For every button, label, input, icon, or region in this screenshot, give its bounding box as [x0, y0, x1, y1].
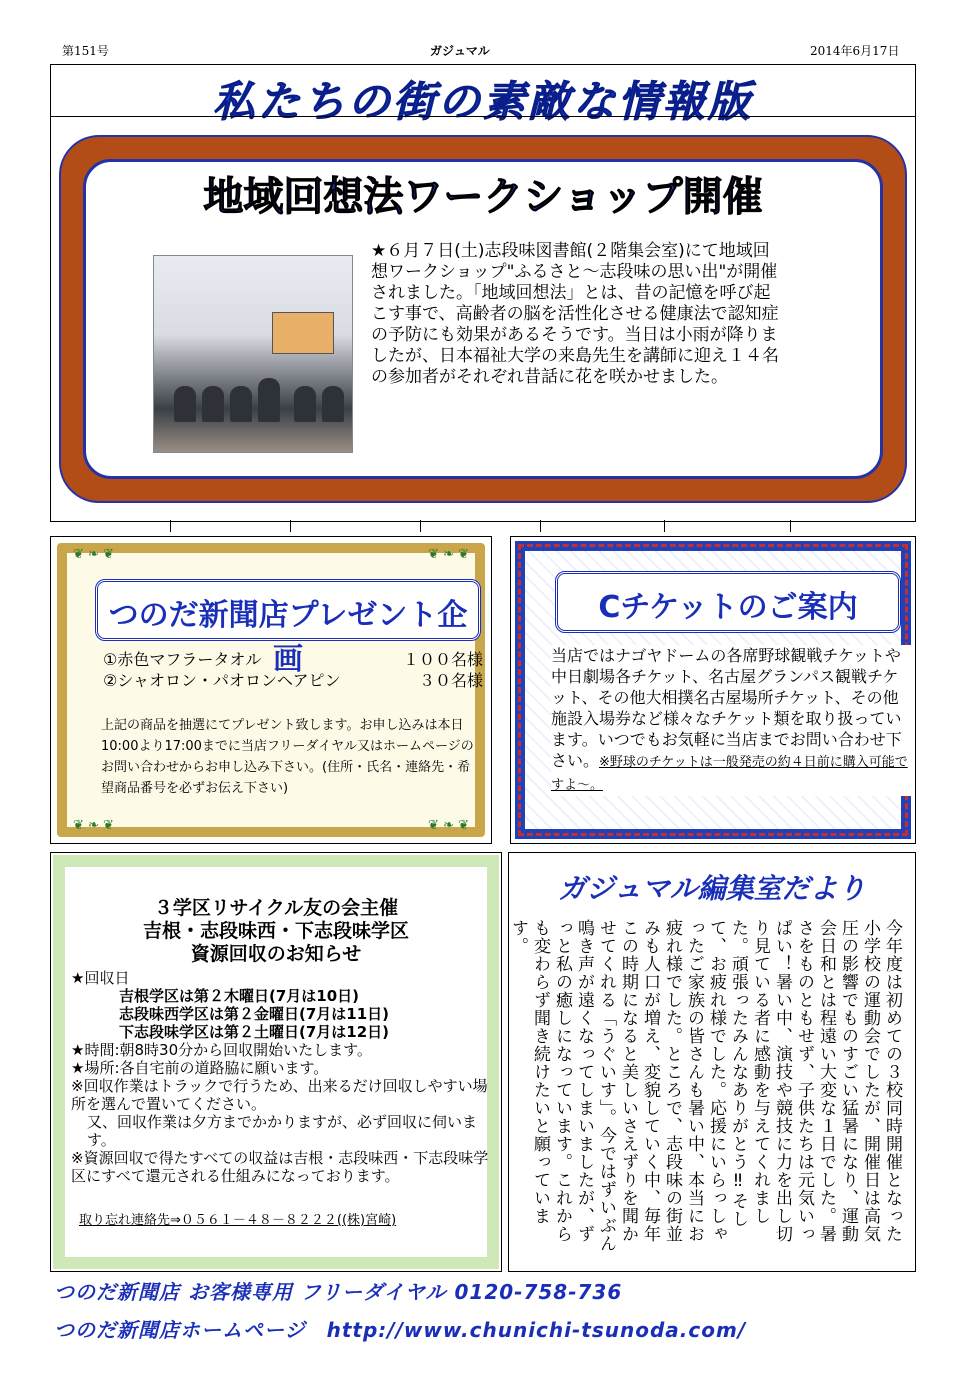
recycle-line: ※回収作業はトラックで行うため、出来るだけ回収しやすい場所を選んで置いてください。 — [71, 1077, 488, 1113]
cticket-title: Cチケットのご案内 — [598, 590, 858, 625]
vine-ornament-icon: ❦ ❧ ❦ — [73, 547, 114, 562]
cticket-frame — [515, 541, 911, 839]
attendee — [202, 386, 224, 422]
attendee — [322, 386, 344, 422]
recycle-line: ★回収日 — [71, 969, 130, 987]
recycle-line: ※資源回収で得たすべての収益は吉根・志段味西・下志段味学区にすべて還元される仕組みになっております。 — [71, 1149, 489, 1185]
recycle-title-line: 吉根・志段味西・下志段味学区 — [142, 920, 409, 942]
vine-ornament-icon: ❦ ❧ ❦ — [73, 818, 114, 833]
vine-ornament-icon: ❦ ❧ ❦ — [428, 818, 469, 833]
present-item-name: ①赤色マフラータオル — [103, 650, 262, 669]
present-frame — [57, 543, 485, 837]
attendee — [294, 386, 316, 422]
recycle-line: ★時間:朝8時30分から回収開始いたします。 — [71, 1041, 372, 1059]
masthead-title: 私たちの街の素敵な情報版 — [212, 77, 753, 126]
issue-number: 第151号 — [62, 44, 109, 58]
present-item-count: １００名様 — [402, 650, 483, 669]
attendee — [230, 386, 252, 422]
projector-screen — [272, 312, 334, 354]
feature-title: 地域回想法ワークショップ開催 — [203, 174, 763, 220]
attendee — [174, 386, 196, 422]
cticket-title-box — [555, 571, 901, 633]
present-item — [103, 649, 483, 670]
recycle-title-line: ３学区リサイクル友の会主催 — [153, 897, 399, 919]
feature-body: ★６月７日(土)志段味図書館(２階集会室)にて地域回想ワークショップ"ふるさと～志段味の思い出"が開催されました。「地域回想法」とは、昔の記憶を呼び起こす事で、高齢者の脳を活性化させる健康法で認知症の予防にも効果があるそうです。当日は小雨が降りましたが、日本福祉大学の来島先生を講師に迎え１４名の参加者がそれぞれ昔話に花を咲かせました。 — [371, 241, 779, 387]
vine-ornament-icon: ❦ ❧ ❦ — [428, 547, 469, 562]
present-item-count: ３０名様 — [418, 671, 483, 690]
feature-article — [50, 116, 916, 522]
recycle-body — [71, 969, 491, 1185]
recycle-title-line: 資源回収のお知らせ — [190, 943, 362, 965]
footer-freedial: つのだ新聞店 お客様専用 フリーダイヤル 0120-758-736 — [54, 1280, 623, 1304]
recycle-notice — [50, 852, 502, 1272]
recycle-line: 下志段味学区は第２土曜日(7月は12日) — [119, 1023, 390, 1041]
recycle-title — [51, 897, 501, 966]
issue-date: 2014年6月17日 — [810, 44, 900, 58]
newsletter-name: ガジュマル — [430, 44, 490, 58]
recycle-line: ★場所:各自宅前の道路脇に願います。 — [71, 1059, 329, 1077]
recycle-line: 又、回収作業は夕方までかかりますが、必ず回収に伺います。 — [87, 1113, 478, 1149]
cticket-body — [551, 645, 911, 796]
recycle-contact: 取り忘れ連絡先⇒０５６１－４８－８２２２((株)宮崎) — [79, 1213, 397, 1228]
footer-homepage[interactable]: つのだ新聞店ホームページ http://www.chunichi-tsunoda.com/ — [54, 1318, 747, 1342]
present-note: 上記の商品を抽選にてプレゼント致します。お申し込みは本日10:00より17:00までに当店フリーダイヤル又はホームページのお問い合わせからお申し込み下さい。(住所・氏名・連絡先・希望商品番号を必ずお伝え下さい) — [101, 718, 474, 796]
present-item-list — [103, 649, 483, 691]
column-divider-ticks — [50, 520, 914, 532]
workshop-photo — [153, 255, 353, 453]
editor-title: ガジュマル編集室だより — [558, 872, 866, 905]
recycle-line: 志段味西学区は第２金曜日(7月は11日) — [119, 1005, 390, 1023]
cticket-info — [510, 536, 916, 844]
present-campaign — [50, 536, 492, 844]
lecturer — [258, 378, 280, 422]
recycle-line: 吉根学区は第２木曜日(7月は10日) — [119, 987, 360, 1005]
masthead — [50, 64, 916, 126]
cticket-note: ※野球のチケットは一般発売の約４日前に購入可能ですよ～。 — [551, 755, 908, 793]
editor-column — [508, 852, 916, 1272]
present-item — [103, 670, 483, 691]
editor-body: 今年度は初めての３校同時開催となった小学校の運動会でしたが、開催日は高気圧の影響でものすごい猛暑になり、運動会日和とは程遠い大変な１日でした。暑さをものともせず、子供たちは元気いっぱい！暑い中、演技や競技に力を出し切り見ている者に感動を与えてくれました。頑張ったみんなありがとう‼そして、お疲れ様でした。応援にいらっしゃったご家族の皆さんも暑い中、本当にお疲れ様でした。ところで、志段味の街並みも人口が増え、変貌していく中、毎年この時期になると美しいさえずりを聞かせてくれる「うぐいす」。今ではずいぶん鳴き声が遠くなってしまいましたが、ずっと私の癒しになっています。これからも変わらず聞き続けたいと願っています。 — [508, 919, 902, 1253]
present-title: つのだ新聞店プレゼント企画 — [108, 598, 468, 677]
cticket-body-text: 当店ではナゴヤドームの各席野球観戦チケットや中日劇場各チケット、名古屋グランパス観戦チケット、その他大相撲名古屋場所チケット、その他施設入場券など様々なチケット類を取り扱っています。いつでもお気軽に当店までお問い合わせ下さい。 — [551, 646, 902, 770]
present-item-name: ②シャオロン・パオロンヘアピン — [103, 671, 341, 690]
